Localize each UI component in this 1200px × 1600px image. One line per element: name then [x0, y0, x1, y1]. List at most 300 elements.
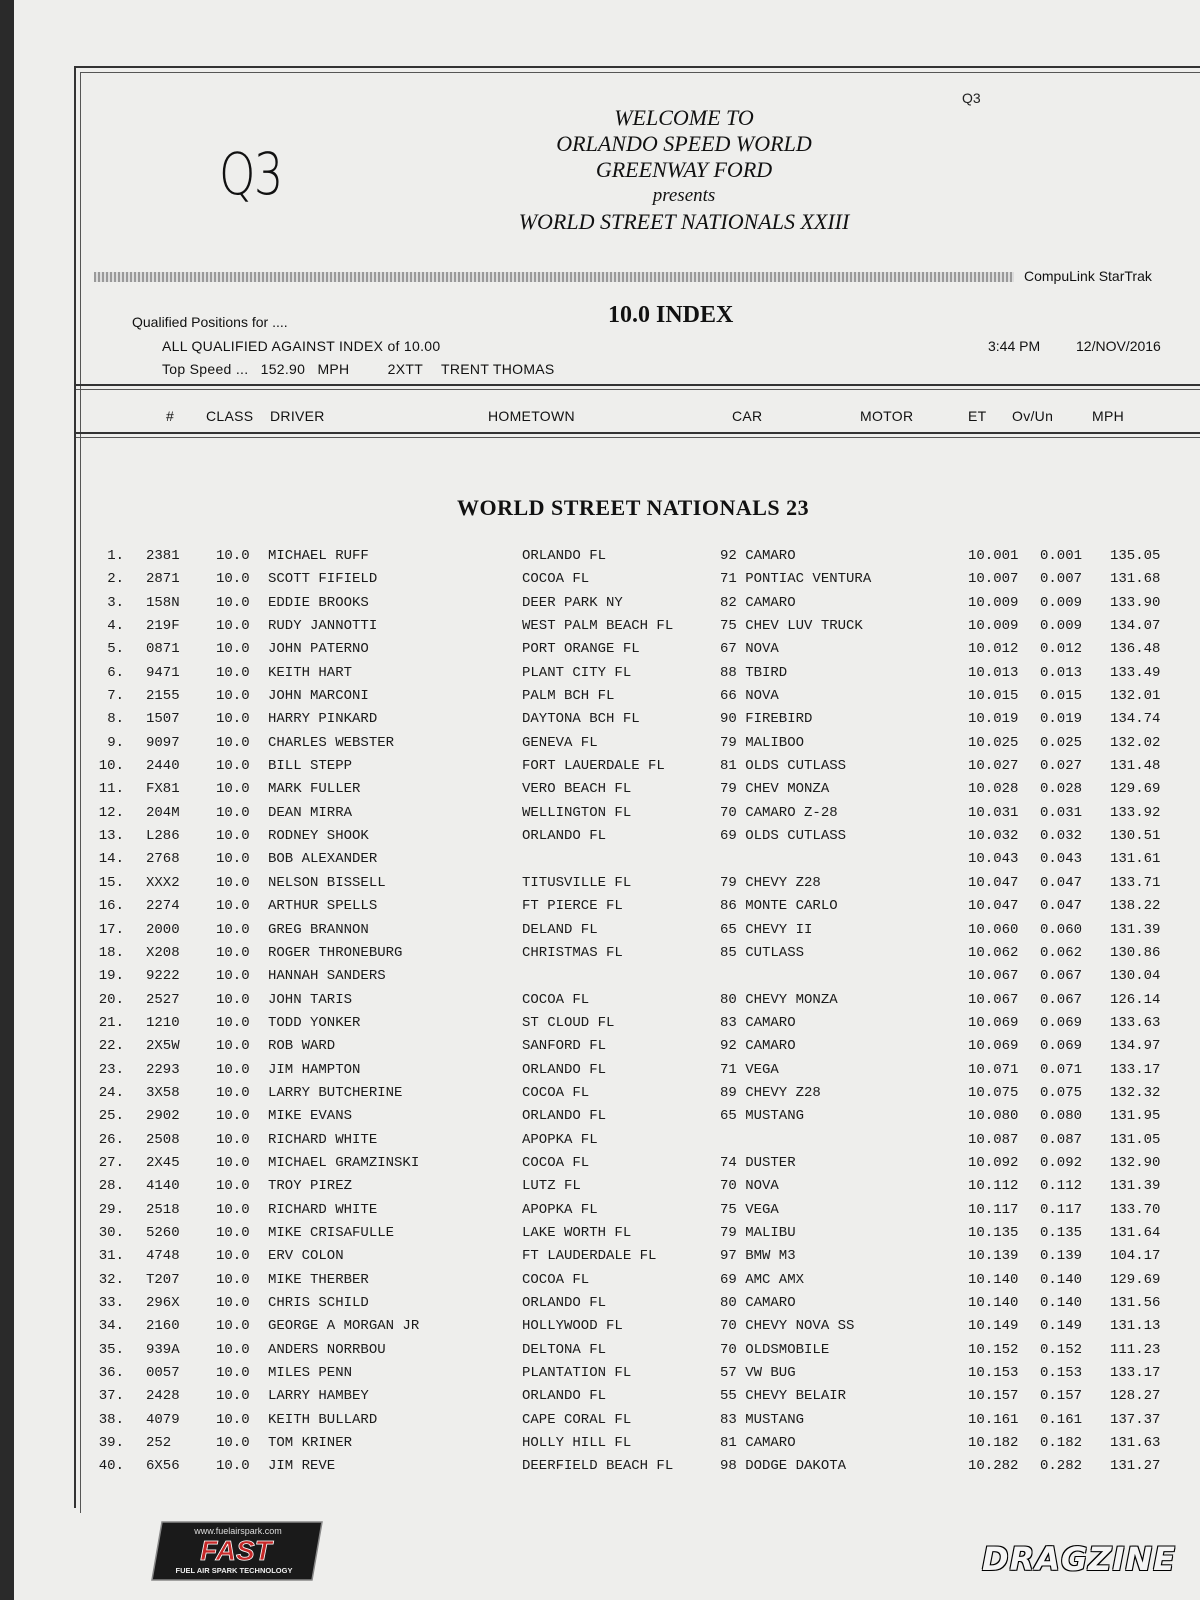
car-number-cell: 2428	[146, 1388, 180, 1405]
hometown-cell: ORLANDO FL	[522, 1108, 607, 1125]
table-row	[0, 1248, 1200, 1271]
driver-cell: CHARLES WEBSTER	[268, 734, 395, 751]
class-cell: 10.0	[216, 1131, 250, 1148]
et-cell: 10.117	[968, 1201, 1019, 1218]
class-cell: 10.0	[216, 1178, 250, 1195]
table-row	[0, 968, 1200, 991]
position-cell: 36.	[98, 1365, 124, 1382]
car-number-cell: XXX2	[146, 874, 180, 891]
hometown-cell: LUTZ FL	[522, 1178, 581, 1195]
ovun-cell: 0.117	[1040, 1201, 1083, 1218]
top-speed-driver: TRENT THOMAS	[441, 361, 555, 377]
mph-cell: 111.23	[1110, 1341, 1161, 1358]
ovun-cell: 0.282	[1040, 1458, 1083, 1475]
driver-cell: ROB WARD	[268, 1038, 336, 1055]
et-cell: 10.112	[968, 1178, 1019, 1195]
mph-cell: 131.68	[1110, 571, 1161, 588]
car-number-cell: 2902	[146, 1108, 180, 1125]
class-cell: 10.0	[216, 571, 250, 588]
car-cell: 86 MONTE CARLO	[720, 898, 838, 915]
fast-wordmark: FAST	[200, 1535, 272, 1566]
car-cell: 79 MALIBU	[720, 1224, 796, 1241]
position-cell: 35.	[98, 1341, 124, 1358]
ovun-cell: 0.157	[1040, 1388, 1083, 1405]
driver-cell: BILL STEPP	[268, 758, 353, 775]
table-row	[0, 548, 1200, 571]
mph-cell: 130.51	[1110, 828, 1161, 845]
class-cell: 10.0	[216, 1435, 250, 1452]
class-cell: 10.0	[216, 1014, 250, 1031]
class-cell: 10.0	[216, 548, 250, 564]
mph-cell: 130.86	[1110, 944, 1161, 961]
ovun-cell: 0.060	[1040, 921, 1083, 938]
ovun-cell: 0.031	[1040, 804, 1083, 821]
hometown-cell: PLANT CITY FL	[522, 664, 632, 681]
hometown-cell: ORLANDO FL	[522, 1295, 607, 1311]
car-number-cell: 6X56	[146, 1458, 180, 1475]
table-row	[0, 1365, 1200, 1388]
table-row	[0, 665, 1200, 688]
hometown-cell: COCOA FL	[522, 991, 590, 1008]
driver-cell: ANDERS NORRBOU	[268, 1341, 386, 1358]
position-cell: 26.	[98, 1131, 124, 1148]
driver-cell: RICHARD WHITE	[268, 1131, 378, 1148]
et-cell: 10.087	[968, 1131, 1019, 1148]
mph-cell: 131.56	[1110, 1295, 1161, 1311]
hometown-cell: COCOA FL	[522, 1084, 590, 1101]
mph-cell: 133.71	[1110, 874, 1161, 891]
ovun-cell: 0.161	[1040, 1411, 1083, 1428]
position-cell: 9.	[107, 734, 124, 751]
position-cell: 10.	[98, 758, 124, 775]
position-cell: 39.	[98, 1435, 124, 1452]
car-cell: 80 CHEVY MONZA	[720, 991, 838, 1008]
driver-cell: HARRY PINKARD	[268, 711, 378, 728]
hometown-cell: TITUSVILLE FL	[522, 874, 632, 891]
car-cell: 65 MUSTANG	[720, 1108, 805, 1125]
hometown-cell: DELTONA FL	[522, 1341, 607, 1358]
driver-cell: RUDY JANNOTTI	[268, 618, 378, 635]
car-number-cell: 2381	[146, 548, 180, 564]
position-cell: 15.	[98, 874, 124, 891]
class-cell: 10.0	[216, 688, 250, 705]
car-cell: 74 DUSTER	[720, 1154, 796, 1171]
car-cell: 57 VW BUG	[720, 1365, 796, 1382]
mph-cell: 131.05	[1110, 1131, 1161, 1148]
class-cell: 10.0	[216, 1248, 250, 1265]
car-number-cell: 2000	[146, 921, 180, 938]
position-cell: 16.	[98, 898, 124, 915]
et-cell: 10.013	[968, 664, 1019, 681]
car-number-cell: 4748	[146, 1248, 180, 1265]
position-cell: 7.	[107, 688, 124, 705]
ovun-cell: 0.009	[1040, 618, 1083, 635]
position-cell: 33.	[98, 1295, 124, 1311]
table-row	[0, 1412, 1200, 1435]
car-number-cell: 1507	[146, 711, 180, 728]
top-speed-car: 2XTT	[387, 361, 424, 377]
car-cell: 69 OLDS CUTLASS	[720, 828, 847, 845]
car-cell: 71 VEGA	[720, 1061, 779, 1078]
class-cell: 10.0	[216, 1458, 250, 1475]
hometown-cell: DEERFIELD BEACH FL	[522, 1458, 674, 1475]
driver-cell: KEITH HART	[268, 664, 353, 681]
et-cell: 10.092	[968, 1154, 1019, 1171]
position-cell: 28.	[98, 1178, 124, 1195]
position-cell: 5.	[107, 641, 124, 658]
class-cell: 10.0	[216, 874, 250, 891]
driver-cell: LARRY HAMBEY	[268, 1388, 369, 1405]
et-cell: 10.032	[968, 828, 1019, 845]
et-cell: 10.140	[968, 1295, 1019, 1311]
car-number-cell: 0057	[146, 1365, 180, 1382]
welcome-header	[434, 105, 934, 235]
hometown-cell: ORLANDO FL	[522, 1388, 607, 1405]
track-name: ORLANDO SPEED WORLD	[556, 131, 812, 156]
hometown-cell: HOLLY HILL FL	[522, 1435, 632, 1452]
print-date: 12/NOV/2016	[1076, 338, 1161, 354]
hometown-cell: COCOA FL	[522, 571, 590, 588]
section-title: WORLD STREET NATIONALS 23	[457, 495, 810, 520]
car-number-cell: 219F	[146, 618, 180, 635]
ovun-cell: 0.112	[1040, 1178, 1083, 1195]
ovun-cell: 0.139	[1040, 1248, 1083, 1265]
mph-cell: 134.07	[1110, 618, 1161, 635]
et-cell: 10.075	[968, 1084, 1019, 1101]
position-cell: 1.	[107, 548, 124, 564]
position-cell: 25.	[98, 1108, 124, 1125]
table-row	[0, 1062, 1200, 1085]
class-cell: 10.0	[216, 594, 250, 611]
car-cell: 90 FIREBIRD	[720, 711, 813, 728]
car-number-cell: 2X45	[146, 1154, 180, 1171]
et-cell: 10.153	[968, 1365, 1019, 1382]
mph-cell: 138.22	[1110, 898, 1161, 915]
table-row	[0, 1015, 1200, 1038]
car-number-cell: 9471	[146, 664, 180, 681]
class-cell: 10.0	[216, 1154, 250, 1171]
mph-cell: 130.04	[1110, 968, 1161, 985]
ovun-cell: 0.047	[1040, 898, 1083, 915]
et-cell: 10.140	[968, 1271, 1019, 1288]
car-number-cell: 2508	[146, 1131, 180, 1148]
class-cell: 10.0	[216, 991, 250, 1008]
hometown-cell: WEST PALM BEACH FL	[522, 618, 674, 635]
car-cell: 83 MUSTANG	[720, 1411, 805, 1428]
car-cell: 79 CHEVY Z28	[720, 874, 821, 891]
et-cell: 10.028	[968, 781, 1019, 798]
position-cell: 22.	[98, 1038, 124, 1055]
ovun-cell: 0.087	[1040, 1131, 1083, 1148]
class-cell: 10.0	[216, 1318, 250, 1335]
col-header-motor: MOTOR	[860, 408, 914, 424]
car-cell: 55 CHEVY BELAIR	[720, 1388, 847, 1405]
class-cell: 10.0	[216, 1038, 250, 1055]
hometown-cell: APOPKA FL	[522, 1131, 598, 1148]
mph-cell: 136.48	[1110, 641, 1161, 658]
et-cell: 10.069	[968, 1038, 1019, 1055]
ovun-cell: 0.013	[1040, 664, 1083, 681]
car-cell: 82 CAMARO	[720, 594, 796, 611]
mph-cell: 133.63	[1110, 1014, 1161, 1031]
hometown-cell: ST CLOUD FL	[522, 1014, 615, 1031]
position-cell: 40.	[98, 1458, 124, 1475]
driver-cell: MILES PENN	[268, 1365, 353, 1382]
results-table	[0, 548, 1200, 1482]
position-cell: 4.	[107, 618, 124, 635]
class-cell: 10.0	[216, 1201, 250, 1218]
et-cell: 10.135	[968, 1224, 1019, 1241]
car-cell: 97 BMW M3	[720, 1248, 796, 1265]
col-header-hometown: HOMETOWN	[488, 408, 575, 424]
driver-cell: DEAN MIRRA	[268, 804, 353, 821]
ovun-cell: 0.140	[1040, 1271, 1083, 1288]
class-cell: 10.0	[216, 1365, 250, 1382]
car-number-cell: 2871	[146, 571, 180, 588]
table-row	[0, 1225, 1200, 1248]
car-number-cell: L286	[146, 828, 180, 845]
header-rule-bottom	[76, 432, 1200, 434]
car-cell: 85 CUTLASS	[720, 944, 805, 961]
ovun-cell: 0.019	[1040, 711, 1083, 728]
car-cell: 70 OLDSMOBILE	[720, 1341, 830, 1358]
position-cell: 12.	[98, 804, 124, 821]
ovun-cell: 0.028	[1040, 781, 1083, 798]
driver-cell: ROGER THRONEBURG	[268, 944, 403, 961]
ovun-cell: 0.140	[1040, 1295, 1083, 1311]
hometown-cell: FT LAUDERDALE FL	[522, 1248, 657, 1265]
table-row	[0, 898, 1200, 921]
col-header-et: ET	[968, 408, 987, 424]
car-cell: 81 OLDS CUTLASS	[720, 758, 847, 775]
car-cell: 71 PONTIAC VENTURA	[720, 571, 872, 588]
hometown-cell: PORT ORANGE FL	[522, 641, 640, 658]
hometown-cell: HOLLYWOOD FL	[522, 1318, 623, 1335]
mph-cell: 132.90	[1110, 1154, 1161, 1171]
car-number-cell: 158N	[146, 594, 180, 611]
top-speed-unit: MPH	[317, 361, 350, 377]
et-cell: 10.069	[968, 1014, 1019, 1031]
table-row	[0, 1318, 1200, 1341]
driver-cell: MIKE CRISAFULLE	[268, 1224, 395, 1241]
car-cell: 69 AMC AMX	[720, 1271, 805, 1288]
position-cell: 21.	[98, 1014, 124, 1031]
ovun-cell: 0.032	[1040, 828, 1083, 845]
car-cell: 79 MALIBOO	[720, 734, 805, 751]
class-cell: 10.0	[216, 1271, 250, 1288]
ovun-cell: 0.009	[1040, 594, 1083, 611]
position-cell: 8.	[107, 711, 124, 728]
table-row	[0, 1342, 1200, 1365]
hometown-cell: ORLANDO FL	[522, 1061, 607, 1078]
mph-cell: 137.37	[1110, 1411, 1161, 1428]
driver-cell: MICHAEL RUFF	[268, 548, 369, 564]
driver-cell: MICHAEL GRAMZINSKI	[268, 1154, 420, 1171]
hometown-cell: PLANTATION FL	[522, 1365, 632, 1382]
ovun-cell: 0.149	[1040, 1318, 1083, 1335]
ovun-cell: 0.135	[1040, 1224, 1083, 1241]
class-cell: 10.0	[216, 1388, 250, 1405]
mph-cell: 131.61	[1110, 851, 1161, 868]
print-time: 3:44 PM	[988, 338, 1041, 354]
et-cell: 10.027	[968, 758, 1019, 775]
table-row	[0, 1202, 1200, 1225]
et-cell: 10.062	[968, 944, 1019, 961]
car-number-cell: 4079	[146, 1411, 180, 1428]
mph-cell: 131.39	[1110, 921, 1161, 938]
mph-cell: 131.64	[1110, 1224, 1161, 1241]
col-header-mph: MPH	[1092, 408, 1125, 424]
car-cell: 67 NOVA	[720, 641, 779, 658]
hometown-cell: CHRISTMAS FL	[522, 944, 623, 961]
hometown-cell: SANFORD FL	[522, 1038, 607, 1055]
class-cell: 10.0	[216, 641, 250, 658]
position-cell: 27.	[98, 1154, 124, 1171]
hometown-cell: DAYTONA BCH FL	[522, 711, 640, 728]
car-number-cell: X208	[146, 944, 180, 961]
ovun-cell: 0.027	[1040, 758, 1083, 775]
et-cell: 10.139	[968, 1248, 1019, 1265]
fast-tagline: FUEL AIR SPARK TECHNOLOGY	[175, 1566, 293, 1575]
ovun-cell: 0.047	[1040, 874, 1083, 891]
mph-cell: 134.97	[1110, 1038, 1161, 1055]
car-number-cell: 2440	[146, 758, 180, 775]
class-cell: 10.0	[216, 1224, 250, 1241]
class-cell: 10.0	[216, 758, 250, 775]
header-rule-top	[76, 384, 1200, 386]
presents-line: presents	[652, 185, 716, 206]
position-cell: 13.	[98, 828, 124, 845]
et-cell: 10.060	[968, 921, 1019, 938]
et-cell: 10.007	[968, 571, 1019, 588]
car-number-cell: FX81	[146, 781, 180, 798]
driver-cell: JOHN MARCONI	[268, 688, 369, 705]
car-cell: 70 CAMARO Z-28	[720, 804, 838, 821]
position-cell: 3.	[107, 594, 124, 611]
class-cell: 10.0	[216, 968, 250, 985]
car-number-cell: T207	[146, 1271, 180, 1288]
table-row	[0, 945, 1200, 968]
table-row	[0, 1038, 1200, 1061]
mph-cell: 104.17	[1110, 1248, 1161, 1265]
ovun-cell: 0.069	[1040, 1038, 1083, 1055]
ovun-cell: 0.007	[1040, 571, 1083, 588]
mph-cell: 133.92	[1110, 804, 1161, 821]
col-header-class: CLASS	[206, 408, 254, 424]
et-cell: 10.067	[968, 991, 1019, 1008]
position-cell: 20.	[98, 991, 124, 1008]
car-number-cell: 204M	[146, 804, 180, 821]
hometown-cell: PALM BCH FL	[522, 688, 615, 705]
table-row	[0, 618, 1200, 641]
class-cell: 10.0	[216, 1061, 250, 1078]
car-number-cell: 9222	[146, 968, 180, 985]
driver-cell: BOB ALEXANDER	[268, 851, 378, 868]
ovun-cell: 0.043	[1040, 851, 1083, 868]
position-cell: 14.	[98, 851, 124, 868]
position-cell: 38.	[98, 1411, 124, 1428]
mph-cell: 133.90	[1110, 594, 1161, 611]
ovun-cell: 0.012	[1040, 641, 1083, 658]
mph-cell: 134.74	[1110, 711, 1161, 728]
sponsor-name: GREENWAY FORD	[595, 157, 773, 182]
ovun-cell: 0.092	[1040, 1154, 1083, 1171]
mph-cell: 133.49	[1110, 664, 1161, 681]
car-cell: 65 CHEVY II	[720, 921, 813, 938]
et-cell: 10.031	[968, 804, 1019, 821]
table-row	[0, 781, 1200, 804]
mph-cell: 128.27	[1110, 1388, 1161, 1405]
driver-cell: LARRY BUTCHERINE	[268, 1084, 403, 1101]
car-number-cell: 9097	[146, 734, 180, 751]
mph-cell: 132.32	[1110, 1084, 1161, 1101]
class-cell: 10.0	[216, 921, 250, 938]
driver-cell: RICHARD WHITE	[268, 1201, 378, 1218]
hometown-cell: ORLANDO FL	[522, 828, 607, 845]
car-number-cell: 3X58	[146, 1084, 180, 1101]
driver-cell: ARTHUR SPELLS	[268, 898, 378, 915]
class-cell: 10.0	[216, 944, 250, 961]
position-cell: 18.	[98, 944, 124, 961]
class-cell: 10.0	[216, 851, 250, 868]
class-cell: 10.0	[216, 711, 250, 728]
car-number-cell: 2X5W	[146, 1038, 180, 1055]
position-cell: 30.	[98, 1224, 124, 1241]
car-number-cell: 296X	[146, 1295, 180, 1311]
table-row	[0, 711, 1200, 734]
table-row	[0, 1435, 1200, 1458]
car-cell: 83 CAMARO	[720, 1014, 796, 1031]
et-cell: 10.067	[968, 968, 1019, 985]
table-row	[0, 1295, 1200, 1318]
table-row	[0, 851, 1200, 874]
driver-cell: CHRIS SCHILD	[268, 1295, 369, 1311]
mph-cell: 131.63	[1110, 1435, 1161, 1452]
car-number-cell: 5260	[146, 1224, 180, 1241]
driver-cell: JOHN TARIS	[268, 991, 353, 1008]
ovun-cell: 0.182	[1040, 1435, 1083, 1452]
car-cell: 66 NOVA	[720, 688, 779, 705]
table-row	[0, 1132, 1200, 1155]
table-row	[0, 922, 1200, 945]
driver-cell: MIKE THERBER	[268, 1271, 369, 1288]
table-row	[0, 758, 1200, 781]
et-cell: 10.157	[968, 1388, 1019, 1405]
car-cell: 79 CHEV MONZA	[720, 781, 830, 798]
ovun-cell: 0.071	[1040, 1061, 1083, 1078]
driver-cell: JIM REVE	[268, 1458, 336, 1475]
driver-cell: JIM HAMPTON	[268, 1061, 361, 1078]
ovun-cell: 0.080	[1040, 1108, 1083, 1125]
fast-url: www.fuelairspark.com	[194, 1526, 282, 1536]
et-cell: 10.182	[968, 1435, 1019, 1452]
mph-cell: 131.13	[1110, 1318, 1161, 1335]
et-cell: 10.009	[968, 594, 1019, 611]
driver-cell: SCOTT FIFIELD	[268, 571, 378, 588]
col-header-driver: DRIVER	[270, 408, 325, 424]
et-cell: 10.025	[968, 734, 1019, 751]
index-title: 10.0 INDEX	[608, 302, 734, 328]
et-cell: 10.012	[968, 641, 1019, 658]
ovun-cell: 0.067	[1040, 991, 1083, 1008]
class-cell: 10.0	[216, 828, 250, 845]
top-speed-label: Top Speed ...	[162, 361, 249, 377]
mph-cell: 126.14	[1110, 991, 1161, 1008]
driver-cell: ERV COLON	[268, 1248, 344, 1265]
position-cell: 31.	[98, 1248, 124, 1265]
car-number-cell: 2274	[146, 898, 180, 915]
position-cell: 6.	[107, 664, 124, 681]
